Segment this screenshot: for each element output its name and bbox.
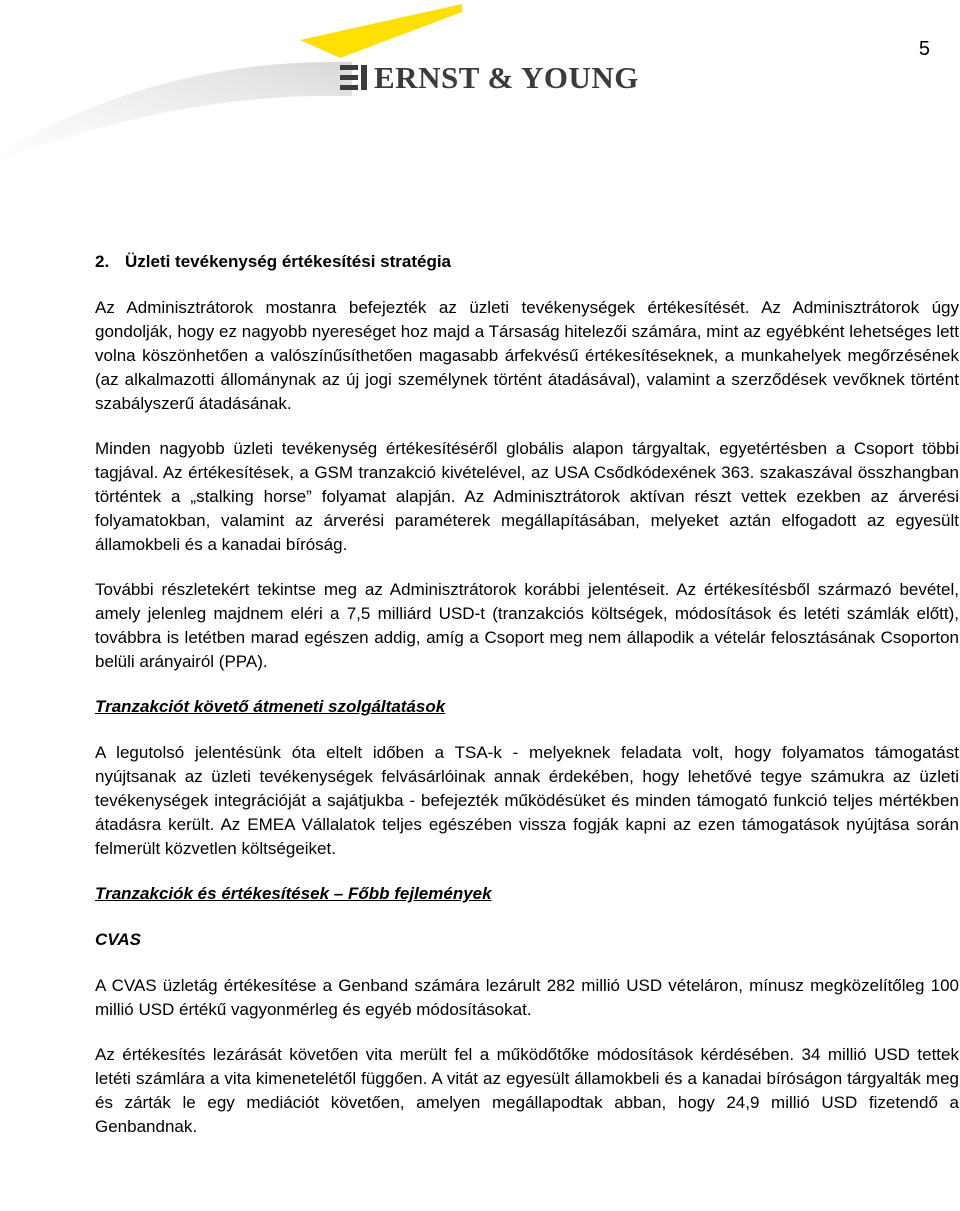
document-body — [95, 250, 959, 1160]
section-title: Üzleti tevékenység értékesítési stratégia — [125, 252, 452, 271]
cvas-heading: CVAS — [95, 930, 141, 949]
tsa-paragraph: A legutolsó jelentésünk óta eltelt időben a TSA-k - melyeknek feladata volt, hogy folyamatos támogatást nyújtsanak az üzleti tevékenységek felvásárlóinak annak érdekében, hogy lehetővé tegye számukra az üzleti tevékenységek integrációját a sajátjukba - befejezték működésüket és minden támogató funkció teljes mértékben átadásra került. Az EMEA Vállalatok teljes egészében vissza fogják kapni az ezen támogatások nyújtása során felmerült közvetlen költségeiket. — [95, 743, 959, 858]
company-logo — [0, 0, 639, 160]
logo-wordmark: ERNST & YOUNG — [374, 60, 639, 95]
transactions-heading: Tranzakciók és értékesítések – Főbb fejlemények — [95, 884, 492, 903]
negotiation-paragraph: Minden nagyobb üzleti tevékenység értékesítéséről globális alapon tárgyaltak, egyetértésben a Csoport többi tagjával. Az értékesítések, a GSM tranzakció kivételével, az USA Csődkódexének 363. szakaszával összhangban történtek a „stalking horse” folyamat alapján. Az Adminisztrátorok aktívan részt vettek ezekben az árverési folyamatokban, valamint az árverési paraméterek megállapításában, melyeket aztán elfogadott az egyesült államokbeli és a kanadai bíróság. — [95, 439, 959, 554]
page-number: 5 — [918, 38, 930, 60]
cvas-sale-paragraph: A CVAS üzletág értékesítése a Genband számára lezárult 282 millió USD vételáron, mínusz megközelítőleg 100 millió USD értékű vagyonmérleg és egyéb módosításokat. — [95, 976, 959, 1019]
cvas-dispute-paragraph: Az értékesítés lezárását követően vita merült fel a működőtőke módosítások kérdésében. 34 millió USD tettek letéti számlára a vita kimenetelétől függően. A vitát az egyesült államokbeli és a kanadai bíróságon tárgyalták meg és zárták le egy mediációt követően, amelyen megállapodtak abban, hogy 24,9 millió USD fizetendő a Genbandnak. — [95, 1045, 959, 1136]
proceeds-paragraph: További részletekért tekintse meg az Adminisztrátorok korábbi jelentéseit. Az értékesítésből származó bevétel, amely jelenleg majdnem eléri a 7,5 milliárd USD-t (tranzakciós költségek, módosítások és letéti számlák előtt), továbbra is letétben marad egészen addig, amíg a Csoport meg nem állapodik a vételár felosztásának Csoporton belüli arányairól (PPA). — [95, 580, 959, 671]
tsa-heading: Tranzakciót követő átmeneti szolgáltatások — [95, 697, 446, 716]
section-number: 2. — [95, 252, 110, 271]
section-heading — [95, 250, 959, 274]
logo-bars-icon — [340, 65, 370, 91]
intro-paragraph: Az Adminisztrátorok mostanra befejezték az üzleti tevékenységek értékesítését. Az Adminisztrátorok úgy gondolják, hogy ez nagyobb nyereséget hoz majd a Társaság hitelezői számára, mint az egyébként lehetséges lett volna köszönhetően a valószínűsíthetően magasabb árfekvésű értékesítéseknek, a munkahelyek megőrzésének (az alkalmazotti állománynak az új jogi személynek történt átadásával), valamint a szerződések vevőknek történt szabályszerű átadásának. — [95, 298, 959, 413]
